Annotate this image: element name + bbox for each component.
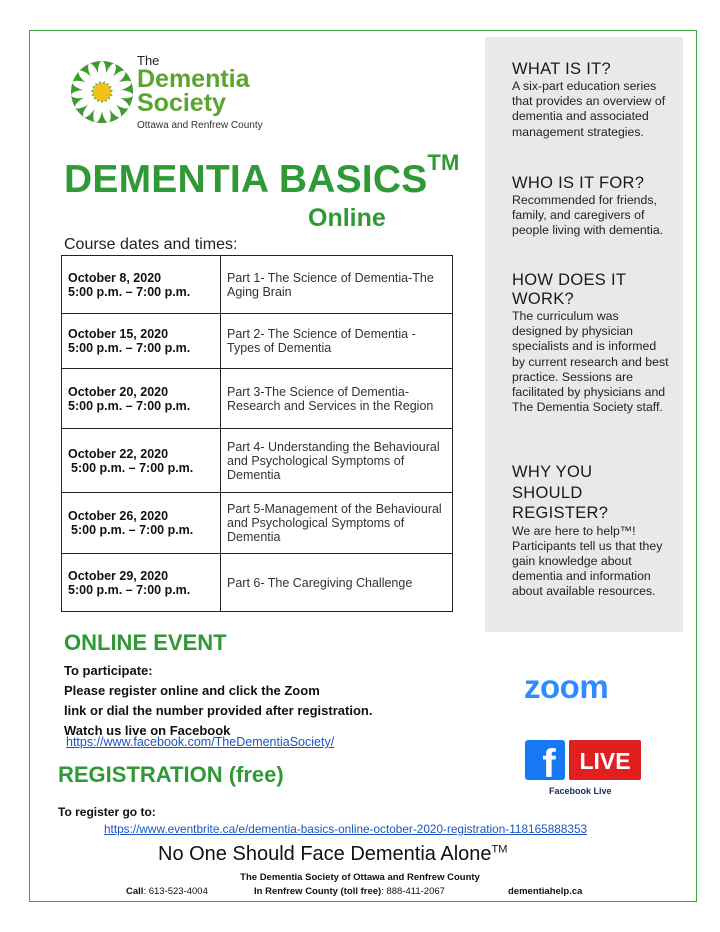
facebook-link[interactable]: https://www.facebook.com/TheDementiaSociety/ — [66, 735, 335, 749]
register-prompt: To register go to: — [58, 805, 156, 819]
logo-subtitle: Ottawa and Renfrew County — [137, 120, 263, 131]
session-topic: Part 5-Management of the Behavioural and Psychological Symptoms of Dementia — [221, 493, 453, 554]
online-event-heading: ONLINE EVENT — [64, 630, 227, 655]
table-row — [62, 429, 453, 493]
session-date: October 15, 2020 — [68, 327, 169, 341]
session-time: 5:00 p.m. – 7:00 p.m. — [68, 341, 191, 355]
instr-line-4: Watch us live on Facebook — [64, 723, 231, 738]
how-heading: HOW DOES IT WORK? — [512, 271, 626, 308]
page-subtitle: Online — [308, 204, 386, 232]
session-date: October 29, 2020 — [68, 568, 169, 583]
session-topic: Part 2- The Science of Dementia - Types of Dementia — [221, 314, 453, 369]
eventbrite-link[interactable]: https://www.eventbrite.ca/e/dementia-basics-online-october-2020-registration-118165888353 — [104, 822, 588, 836]
call-label: Call — [126, 886, 144, 897]
session-datetime — [62, 369, 221, 429]
daisy-logo-icon — [70, 60, 134, 124]
instr-line-1: To participate: — [64, 663, 153, 678]
session-datetime — [62, 429, 221, 493]
what-text: A six-part education series that provides an overview of dementia and associated management strategies. — [512, 79, 666, 139]
session-datetime — [62, 493, 221, 554]
org-name: The Dementia Society of Ottawa and Renfrew County — [240, 872, 480, 883]
facebook-live-caption: Facebook Live — [549, 786, 612, 796]
session-time: 5:00 p.m. – 7:00 p.m. — [68, 398, 191, 413]
instr-line-2: Please register online and click the Zoom — [64, 683, 320, 698]
tagline-tm: TM — [491, 843, 508, 856]
table-row — [62, 493, 453, 554]
renfrew-number: : 888-411-2067 — [381, 886, 445, 897]
session-time: 5:00 p.m. – 7:00 p.m. — [68, 284, 191, 299]
how-section — [512, 271, 670, 415]
logo-wordmark — [137, 67, 250, 115]
call-number: : 613-523-4004 — [143, 886, 208, 897]
session-datetime — [62, 554, 221, 612]
schedule-heading: Course dates and times: — [64, 236, 238, 253]
fb-live-text: LIVE — [579, 748, 631, 774]
table-row — [62, 256, 453, 314]
session-date: October 22, 2020 — [68, 446, 169, 461]
why-heading: WHY YOU SHOULD REGISTER? — [512, 463, 609, 522]
who-section — [512, 174, 670, 239]
session-topic: Part 1- The Science of Dementia-The Aging Brain — [221, 256, 453, 314]
title-text: DEMENTIA BASICS — [64, 158, 428, 201]
registration-heading: REGISTRATION (free) — [58, 762, 284, 787]
why-text: We are here to help™! Participants tell us that they gain knowledge about dementia and information about available resources. — [512, 523, 663, 599]
tagline — [158, 843, 507, 866]
why-section — [512, 462, 670, 600]
renfrew-label: In Renfrew County (toll free) — [254, 886, 382, 897]
instr-line-3: link or dial the number provided after registration. — [64, 703, 373, 718]
title-tm: TM — [427, 150, 460, 175]
session-topic: Part 3-The Science of Dementia-Research and Services in the Region — [221, 369, 453, 429]
participation-instructions — [64, 661, 372, 741]
who-heading: WHO IS IT FOR? — [512, 174, 645, 192]
table-row — [62, 554, 453, 612]
how-text: The curriculum was designed by physician specialists and is informed by current research and best practice. Sessions are facilitated by physicians and The Dementia Society staff. — [512, 309, 669, 415]
session-date: October 20, 2020 — [68, 384, 169, 399]
session-date: October 8, 2020 — [68, 270, 162, 285]
who-text: Recommended for friends, family, and caregivers of people living with dementia. — [512, 193, 664, 238]
session-time: 5:00 p.m. – 7:00 p.m. — [68, 582, 191, 597]
what-section — [512, 60, 670, 140]
logo-word-dementia: Dementia — [137, 65, 250, 93]
what-heading: WHAT IS IT? — [512, 60, 611, 78]
info-sidebar — [485, 37, 683, 632]
fb-f-glyph: f — [542, 742, 556, 780]
session-datetime — [62, 256, 221, 314]
session-time: 5:00 p.m. – 7:00 p.m. — [71, 523, 194, 537]
session-topic: Part 4- Understanding the Behavioural and Psychological Symptoms of Dementia — [221, 429, 453, 493]
page-title — [64, 150, 460, 202]
session-topic: Part 6- The Caregiving Challenge — [221, 554, 453, 612]
session-date: October 26, 2020 — [68, 509, 169, 523]
table-row — [62, 369, 453, 429]
session-datetime — [62, 314, 221, 369]
facebook-live-icon — [525, 740, 641, 780]
contact-phone — [126, 886, 208, 897]
tagline-text: No One Should Face Dementia Alone — [158, 843, 492, 865]
table-row — [62, 314, 453, 369]
contact-renfrew — [254, 886, 445, 897]
logo-word-society: Society — [137, 89, 226, 117]
session-time: 5:00 p.m. – 7:00 p.m. — [71, 460, 194, 475]
zoom-logo: zoom — [524, 668, 609, 705]
schedule-table — [61, 255, 453, 612]
website[interactable]: dementiahelp.ca — [508, 886, 583, 897]
logo-the: The — [137, 53, 160, 68]
